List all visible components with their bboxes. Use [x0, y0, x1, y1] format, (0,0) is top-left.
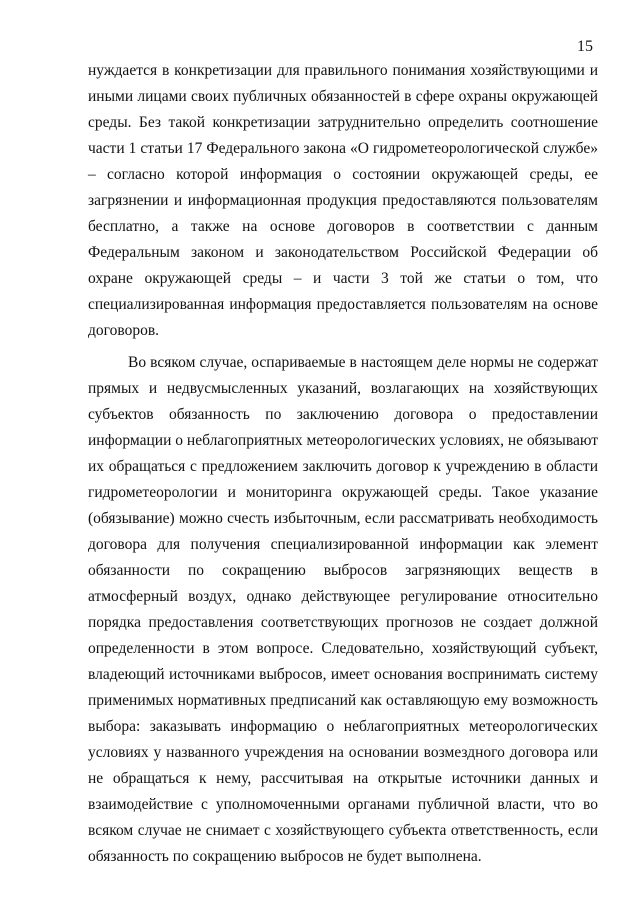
paragraph-continued: нуждается в конкретизации для правильного понимания хозяйствующими и иными лицами своих публичных обязанностей в сфере охраны окружающей среды. Без такой конкретизации затруднительно определить соотношение части 1 статьи 17 Федерального закона «О гидрометеорологической службе» – согласно которой информация о состоянии окружающей среды, ее загрязнении и информационная продукция предоставляются пользователям бесплатно, а также на основе договоров в соответствии с данным Федеральным законом и законодательством Российской Федерации об охране окружающей среды – и части 3 той же статьи о том, что специализированная информация предоставляется пользователям на основе договоров.	[88, 62, 598, 339]
paragraph: Во всяком случае, оспариваемые в настоящем деле нормы не содержат прямых и недвусмысленных указаний, возлагающих на хозяйствующих субъектов обязанность по заключению договора о предоставлении информации о неблагоприятных метеорологических условиях, не обязывают их обращаться с предложением заключить договор к учреждению в области гидрометеорологии и мониторинга окружающей среды. Такое указание (обязывание) можно счесть избыточным, если рассматривать необходимость договора для получения специализированной информации как элемент обязанности по сокращению выбросов загрязняющих веществ в атмосферный воздух, однако действующее регулирование относительно порядка предоставления соответствующих прогнозов не создает должной определенности в этом вопросе. Следовательно, хозяйствующий субъект, владеющий источниками выбросов, имеет основания воспринимать систему применимых нормативных предписаний как оставляющую ему возможность выбора: заказывать информацию о неблагоприятных метеорологических условиях у названного учреждения на основании возмездного договора или не обращаться к нему, рассчитывая на открытые источники данных и взаимодействие с уполномоченными органами публичной власти, что во всяком случае не снимает с хозяйствующего субъекта ответственность, если обязанность по сокращению выбросов не будет выполнена.	[88, 354, 598, 865]
page-number: 15	[577, 38, 593, 55]
document-body	[88, 58, 598, 870]
